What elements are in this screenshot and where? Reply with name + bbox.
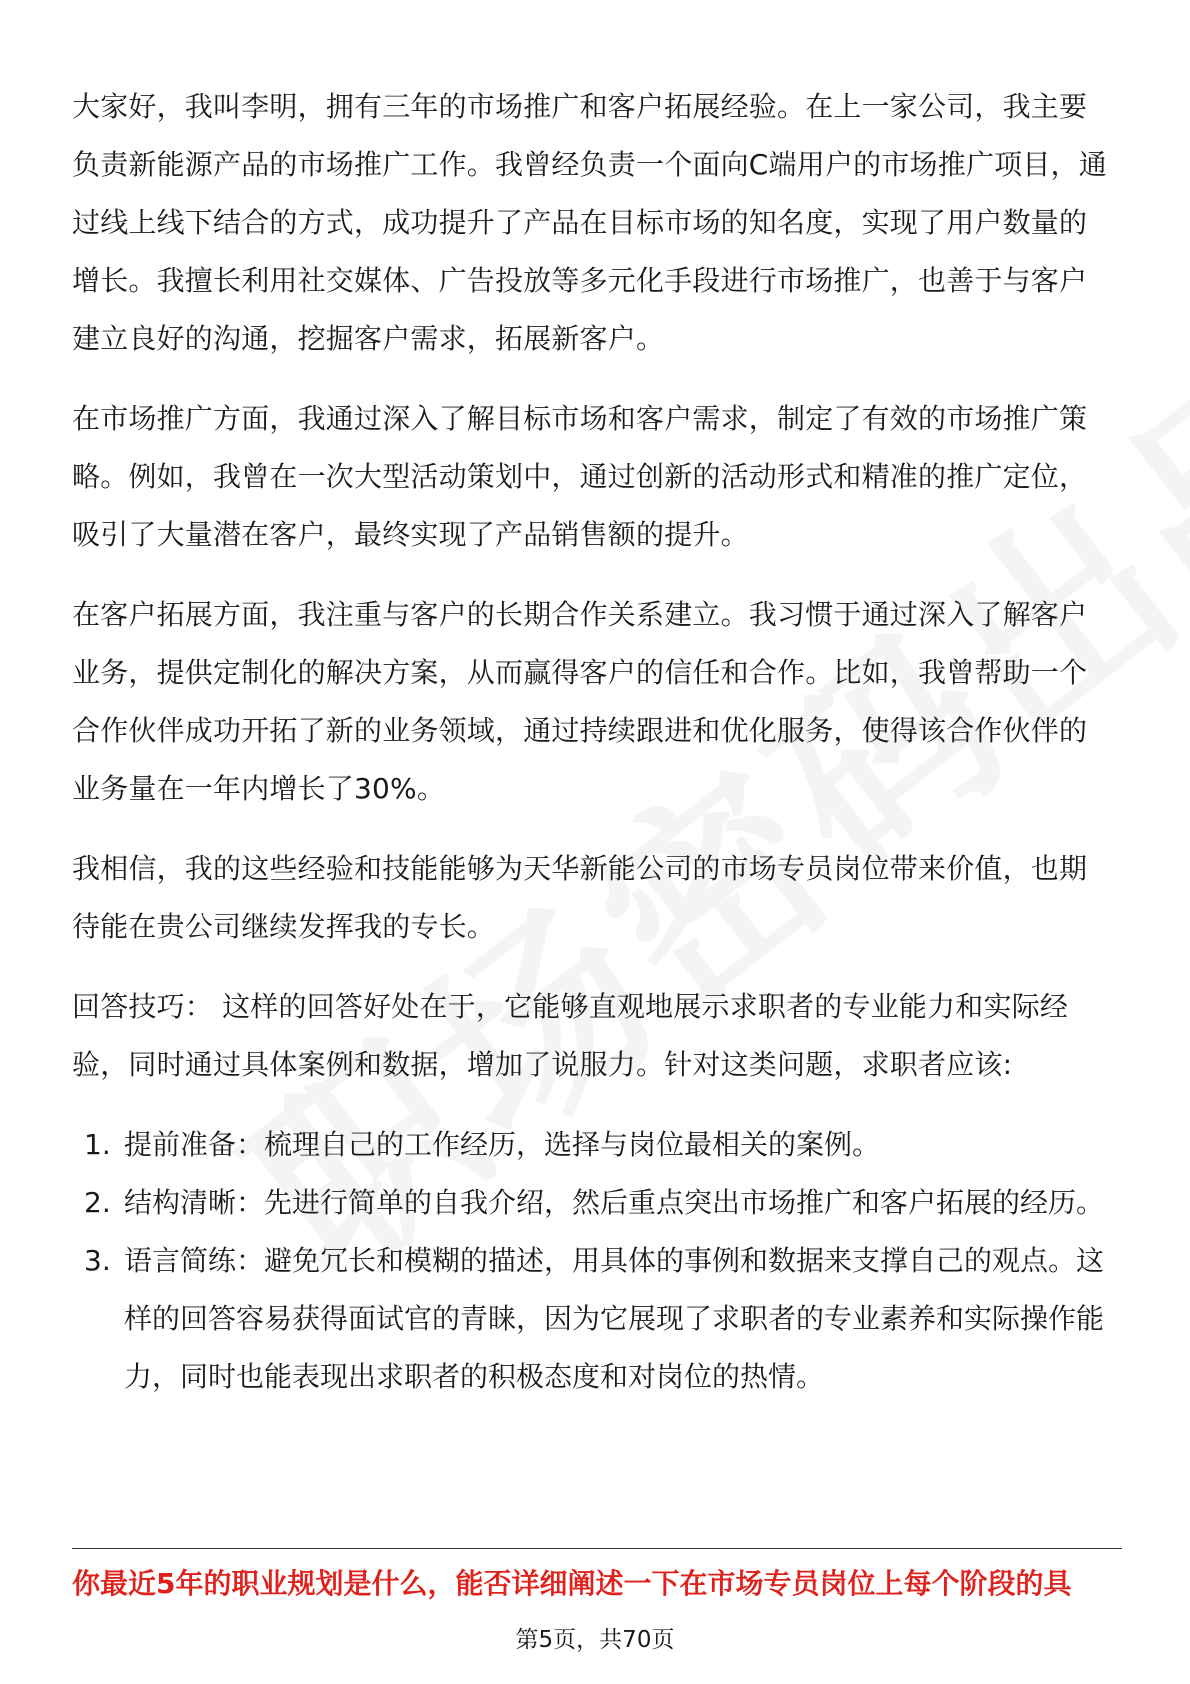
page-footer: 第5页，共70页 <box>515 1627 675 1653</box>
list-number: 2. <box>84 1186 111 1219</box>
list-number: 1. <box>84 1128 111 1161</box>
answer-paragraph-intro: 大家好，我叫李明，拥有三年的市场推广和客户拓展经验。在上一家公司，我主要负责新能源产品的市场推广工作。我曾经负责一个面向C端用户的市场推广项目，通过线上线下结合的方式，成功提升了产品在目标市场的知名度，实现了用户数量的增长。我擅长利用社交媒体、广告投放等多元化手段进行市场推广，也善于与客户建立良好的沟通，挖掘客户需求，拓展新客户。 <box>72 90 1107 355</box>
list-item-text: 提前准备：梳理自己的工作经历，选择与岗位最相关的案例。 <box>124 1128 881 1161</box>
list-item <box>72 1232 1112 1406</box>
tips-list <box>72 1116 1112 1406</box>
answer-paragraph-marketing: 在市场推广方面，我通过深入了解目标市场和客户需求，制定了有效的市场推广策略。例如，我曾在一次大型活动策划中，通过创新的活动形式和精准的推广定位，吸引了大量潜在客户，最终实现了产品销售额的提升。 <box>72 402 1088 551</box>
list-item <box>72 1116 1112 1174</box>
answer-tips-intro: 回答技巧： 这样的回答好处在于，它能够直观地展示求职者的专业能力和实际经验，同时通过具体案例和数据，增加了说服力。针对这类问题，求职者应该: <box>72 990 1069 1081</box>
answer-content <box>72 78 1112 1406</box>
list-item <box>72 1174 1112 1232</box>
list-number: 3. <box>84 1244 111 1277</box>
next-question-heading: 你最近5年的职业规划是什么，能否详细阐述一下在市场专员岗位上每个阶段的具 <box>72 1567 1072 1600</box>
list-item-text: 语言简练：避免冗长和模糊的描述，用具体的事例和数据来支撑自己的观点。这样的回答容易获得面试官的青睐，因为它展现了求职者的专业素养和实际操作能力，同时也能表现出求职者的积极态度和对岗位的热情。 <box>124 1244 1105 1393</box>
list-item-text: 结构清晰：先进行简单的自我介绍，然后重点突出市场推广和客户拓展的经历。 <box>124 1186 1105 1219</box>
answer-paragraph-clients: 在客户拓展方面，我注重与客户的长期合作关系建立。我习惯于通过深入了解客户业务，提供定制化的解决方案，从而赢得客户的信任和合作。比如，我曾帮助一个合作伙伴成功开拓了新的业务领域，通过持续跟进和优化服务，使得该合作伙伴的业务量在一年内增长了30%。 <box>72 598 1088 805</box>
section-divider <box>72 1548 1122 1549</box>
answer-paragraph-closing: 我相信，我的这些经验和技能能够为天华新能公司的市场专员岗位带来价值，也期待能在贵公司继续发挥我的专长。 <box>72 852 1088 943</box>
